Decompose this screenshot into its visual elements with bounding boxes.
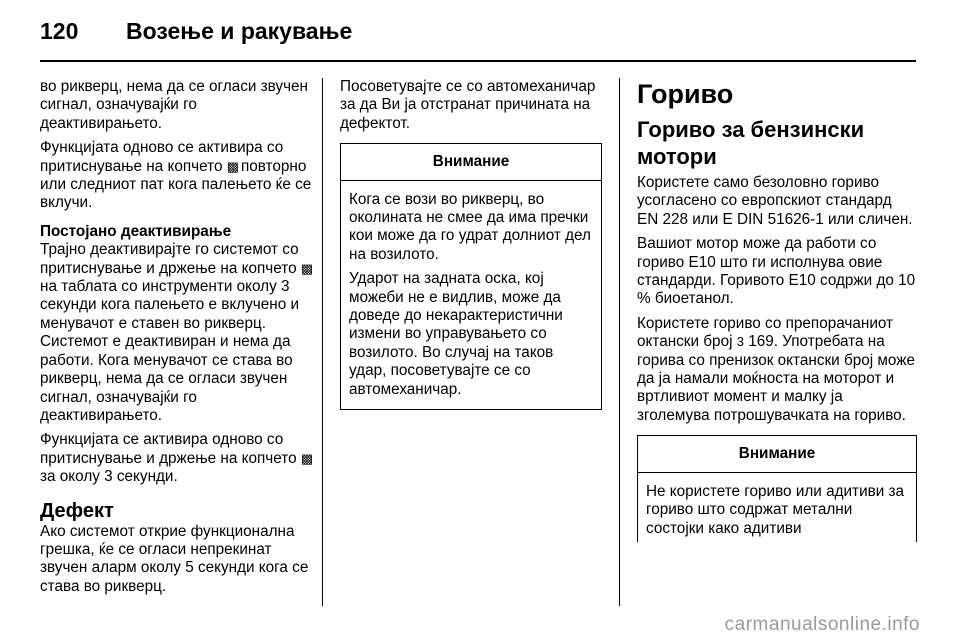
paragraph: Трајно деактивирајте го системот со притиснување и држење на копчето ▩ на таблата со инструменти околу 3 секунди кога палењето е вклучено и менувачот е ставен во рикверц. Системот е деактивиран и нема да работи. Кога менувачот се става во рикверц, нема да се огласи звучен сигнал, означувајќи го деактивирањето. <box>40 241 314 424</box>
warning-title: Внимание <box>341 144 601 180</box>
paragraph: Функцијата одново се активира со притиснување на копчето ▩ повторно или следниот пат кога палењето ќе се вклучи. <box>40 139 312 212</box>
page-title: Возење и ракување <box>126 18 353 44</box>
page-header <box>40 18 352 50</box>
column-divider <box>619 78 620 606</box>
page-reference-icon[interactable]: 3 <box>736 334 744 350</box>
paragraph: Ударот на задната оска, кој можеби не е видлив, може да доведе до некарактеристични измени во управувањето со возилото. Во случај на таков удар, посоветувајте се со автомеханичар. <box>349 270 563 398</box>
paragraph: во рикверц, нема да се огласи звучен сигнал, означувајќи го деактивирањето. <box>40 78 309 132</box>
warning-box <box>340 143 602 410</box>
paragraph: Користете гориво со препорачаниот октански број 3 169. Употребата на горива со пренизок октански број може да ја намали моќноста на моторот и вртливиот момент и малку ја зголемува потрошувачката на гориво. <box>637 314 915 424</box>
seat-icon: ▩ <box>300 260 314 276</box>
column-2 <box>340 78 602 410</box>
seat-icon: ▩ <box>226 158 239 174</box>
paragraph: Кога се вози во рикверц, во околината не смее да има пречки кои може да го удрат долниот дел на возилото. <box>349 190 591 263</box>
paragraph: Користете само безоловно гориво усогласено со европскиот стандард EN 228 или E DIN 51626-1 или сличен. <box>637 174 913 228</box>
page-number: 120 <box>40 18 79 44</box>
warning-box <box>637 435 917 542</box>
warning-body <box>638 473 916 542</box>
column-divider <box>322 78 323 606</box>
section-subheading: Постојано деактивирање <box>40 222 232 240</box>
paragraph: Вашиот мотор може да работи со гориво E10 што ги исполнува овие стандарди. Горивото E10 содржи до 10 % биоетанол. <box>637 235 916 308</box>
paragraph: Не користете гориво или адитиви за гориво што содржат метални состојки како адитиви <box>646 482 905 537</box>
header-rule <box>40 60 916 62</box>
warning-body <box>341 181 601 409</box>
paragraph: Функцијата се активира одново со притиснување и држење на копчето ▩ за околу 3 секунди. <box>40 431 314 486</box>
column-1 <box>40 78 312 602</box>
paragraph: Ако системот открие функционална грешка, ќе се огласи непрекинат звучен аларм околу 5 секунди кога се става во рикверц. <box>40 522 309 595</box>
paragraph: Посоветувајте се со автомеханичар за да Ви ја отстранат причината на дефектот. <box>340 78 596 132</box>
column-3 <box>637 78 917 542</box>
warning-title: Внимание <box>638 436 916 472</box>
section-heading: Гориво за бензински мотори <box>637 117 865 169</box>
chapter-heading: Гориво <box>637 79 734 109</box>
section-heading: Дефект <box>40 499 114 522</box>
watermark: carmanualsonline.info <box>724 614 920 635</box>
seat-icon: ▩ <box>300 450 314 466</box>
